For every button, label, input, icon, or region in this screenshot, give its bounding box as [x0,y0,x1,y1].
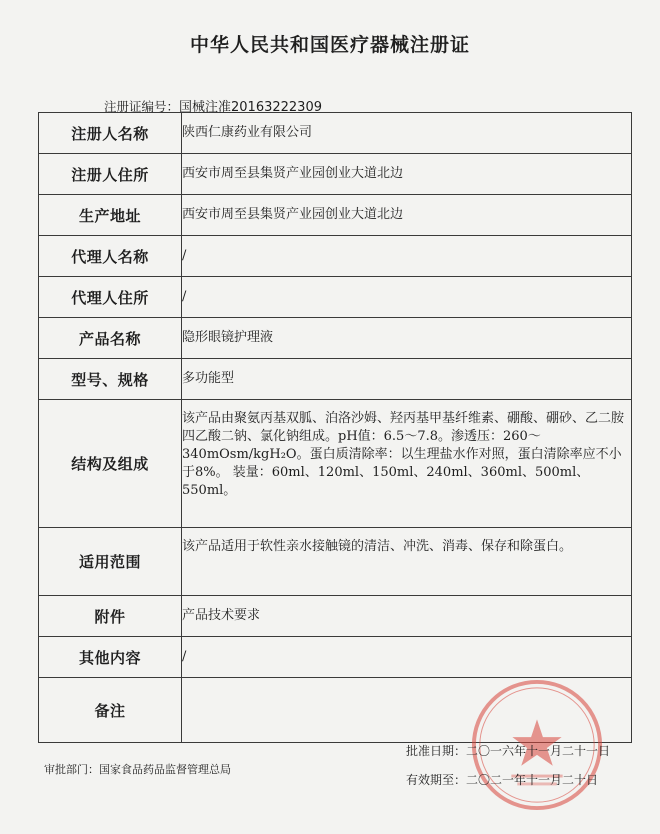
registration-number-label: 注册证编号： [104,99,180,114]
row-value: 陕西仁康药业有限公司 [182,113,632,154]
table-row [39,596,632,637]
table-row [39,277,632,318]
table-row [39,359,632,400]
row-label: 注册人住所 [39,154,182,195]
row-label: 其他内容 [39,637,182,678]
row-label: 附件 [39,596,182,637]
row-value: 该产品由聚氨丙基双胍、泊洛沙姆、羟丙基甲基纤维素、硼酸、硼砂、乙二胺四乙酸二钠、氯化钠组成。pH值：6.5～7.8。渗透压：260～340mOsm/kgH₂O。蛋白质清除率：以生理盐水作对照，蛋白清除率应不小于8%。 装量：60ml、120ml、150ml、240ml、360ml、500ml、550ml。 [182,400,632,528]
row-label: 注册人名称 [39,113,182,154]
table-row [39,637,632,678]
registration-number-value: 国械注准20163222309 [179,100,322,115]
row-label: 代理人住所 [39,277,182,318]
row-value: 西安市周至县集贤产业园创业大道北边 [182,154,632,195]
row-value: 产品技术要求 [182,596,632,637]
row-value: / [182,236,632,277]
row-value: 多功能型 [182,359,632,400]
row-label: 型号、规格 [39,359,182,400]
row-label: 代理人名称 [39,236,182,277]
row-value: 该产品适用于软性亲水接触镜的清洁、冲洗、消毒、保存和除蛋白。 [182,528,632,596]
row-label: 产品名称 [39,318,182,359]
row-label: 适用范围 [39,528,182,596]
table-row [39,113,632,154]
row-value: / [182,637,632,678]
row-label: 结构及组成 [39,400,182,528]
row-value: / [182,277,632,318]
approval-department: 审批部门：国家食品药品监督管理总局 [44,763,231,776]
row-value: 隐形眼镜护理液 [182,318,632,359]
certificate-table [38,112,632,743]
approval-date: 批准日期：二〇一六年十一月二十一日 [406,744,611,758]
row-value: 西安市周至县集贤产业园创业大道北边 [182,195,632,236]
row-label: 备注 [39,678,182,743]
table-row [39,236,632,277]
table-row [39,400,632,528]
valid-until: 有效期至：二〇二一年十一月二十日 [406,773,599,787]
table-row [39,528,632,596]
table-row [39,154,632,195]
table-row [39,195,632,236]
row-label: 生产地址 [39,195,182,236]
table-row [39,318,632,359]
page-title: 中华人民共和国医疗器械注册证 [189,34,470,56]
